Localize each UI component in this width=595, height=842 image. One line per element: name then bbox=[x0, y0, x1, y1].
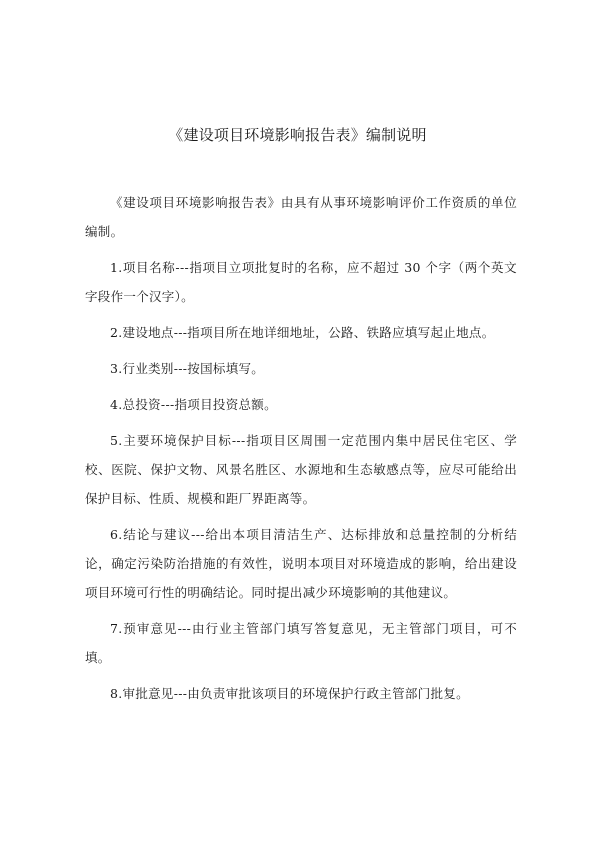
item-total-investment: 4.总投资---指项目投资总额。 bbox=[110, 397, 277, 412]
item-project-name: 1.项目名称---指项目立项批复时的名称，应不超过 30 个字（两个英文字段作一个汉字）。 bbox=[85, 260, 517, 304]
document-title: 《建设项目环境影响报告表》编制说明 bbox=[168, 126, 427, 144]
item-industry-category: 3.行业类别---按国标填写。 bbox=[110, 361, 265, 376]
item-protection-targets: 5.主要环境保护目标---指项目区周围一定范围内集中居民住宅区、学校、医院、保护文物、风景名胜区、水源地和生态敏感点等，应尽可能给出保护目标、性质、规模和距厂界距离等。 bbox=[85, 433, 517, 506]
item-preliminary-review: 7.预审意见---由行业主管部门填写答复意见，无主管部门项目，可不填。 bbox=[85, 621, 517, 665]
item-construction-site: 2.建设地点---指项目所在地详细地址，公路、铁路应填写起止地点。 bbox=[110, 325, 495, 340]
intro-paragraph: 《建设项目环境影响报告表》由具有从事环境影响评价工作资质的单位编制。 bbox=[85, 195, 517, 239]
item-approval-opinion: 8.审批意见---由负责审批该项目的环境保护行政主管部门批复。 bbox=[110, 686, 469, 701]
document-body bbox=[85, 188, 517, 715]
item-conclusions: 6.结论与建议---给出本项目清洁生产、达标排放和总量控制的分析结论，确定污染防治措施的有效性，说明本项目对环境造成的影响，给出建设项目环境可行性的明确结论。同时提出减少环境影响的其他建议。 bbox=[85, 527, 517, 600]
